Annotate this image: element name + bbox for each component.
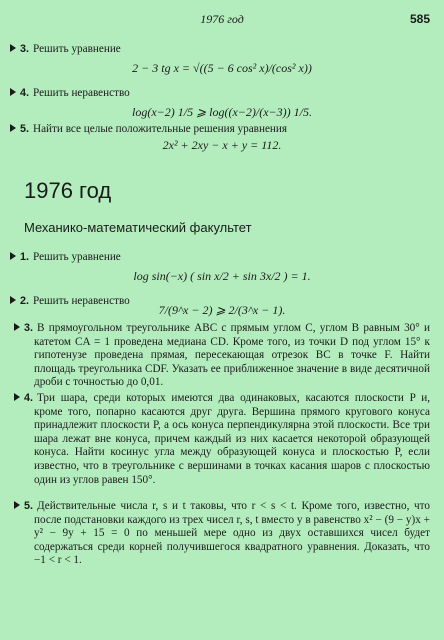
problem-3: 3. В прямоугольном треугольнике ABC с прямым углом C, углом B равным 30° и катетом CA = 1 проведена медиана CD. Кроме того, из точки D под углом 15° к гипотенузе проведена прямая, пересекающая отрезок BC в точке F. Найти площадь треугольника CDF. Указать ее приближенное значение в виде десятичной дроби с точностью до 0,01. xyxy=(14,322,430,390)
problem-1: 1. Решить уравнение xyxy=(10,250,430,264)
triangle-marker-icon xyxy=(14,323,20,331)
triangle-marker-icon xyxy=(10,88,16,96)
problem-2: 2. Решить неравенство xyxy=(10,294,430,308)
triangle-marker-icon xyxy=(10,124,16,132)
top-problem-3-formula: 2 − 3 tg x = √((5 − 6 cos² x)/(cos² x)) xyxy=(132,61,312,75)
faculty-heading: Механико-математический факультет xyxy=(24,220,252,235)
top-problem-4: 4. Решить неравенство xyxy=(10,86,430,100)
triangle-marker-icon xyxy=(10,252,16,260)
triangle-marker-icon xyxy=(10,44,16,52)
triangle-marker-icon xyxy=(14,501,20,509)
running-head-title: 1976 год xyxy=(200,12,244,26)
top-problem-5: 5. Найти все целые положительные решения уравнения xyxy=(10,122,430,136)
page-number: 585 xyxy=(409,12,430,26)
problem-2-formula: 7/(9^x − 2) ⩾ 2/(3^x − 1). xyxy=(158,303,286,317)
top-problem-5-formula: 2x² + 2xy − x + y = 112. xyxy=(162,138,282,152)
triangle-marker-icon xyxy=(14,393,20,401)
top-problem-3: 3. Решить уравнение xyxy=(10,42,430,56)
top-problem-4-formula: log(x−2) 1/5 ⩾ log((x−2)/(x−3)) 1/5. xyxy=(132,105,312,119)
problem-5: 5. Действительные числа r, s и t таковы, что r < s < t. Кроме того, известно, что после подстановки каждого из трех чисел r, s, t вместо y в равенство x² − (9 − y)x + y² − 9y + 15 = 0 по меньшей мере одно из двух оставшихся чисел будет содержаться среди корней получившегося квадратного уравнения. Доказать, что −1 < r < 1. xyxy=(14,500,430,568)
section-year-heading: 1976 год xyxy=(24,178,112,203)
problem-1-formula: log sin(−x) ( sin x/2 + sin 3x/2 ) = 1. xyxy=(133,269,311,283)
problem-4: 4. Три шара, среди которых имеются два одинаковых, касаются плоскости P и, кроме того, попарно касаются друг друга. Вершина прямого кругового конуса принадлежит плоскости P, а ось конуса перпендикулярна этой плоскости. Все три шара лежат вне конуса, причем каждый из них касается некоторой образующей конуса. Найти косинус угла между образующей конуса и плоскостью P, если известно, что в треугольнике с вершинами в точках касания шаров с плоскостью один из углов равен 150°. xyxy=(14,392,430,487)
